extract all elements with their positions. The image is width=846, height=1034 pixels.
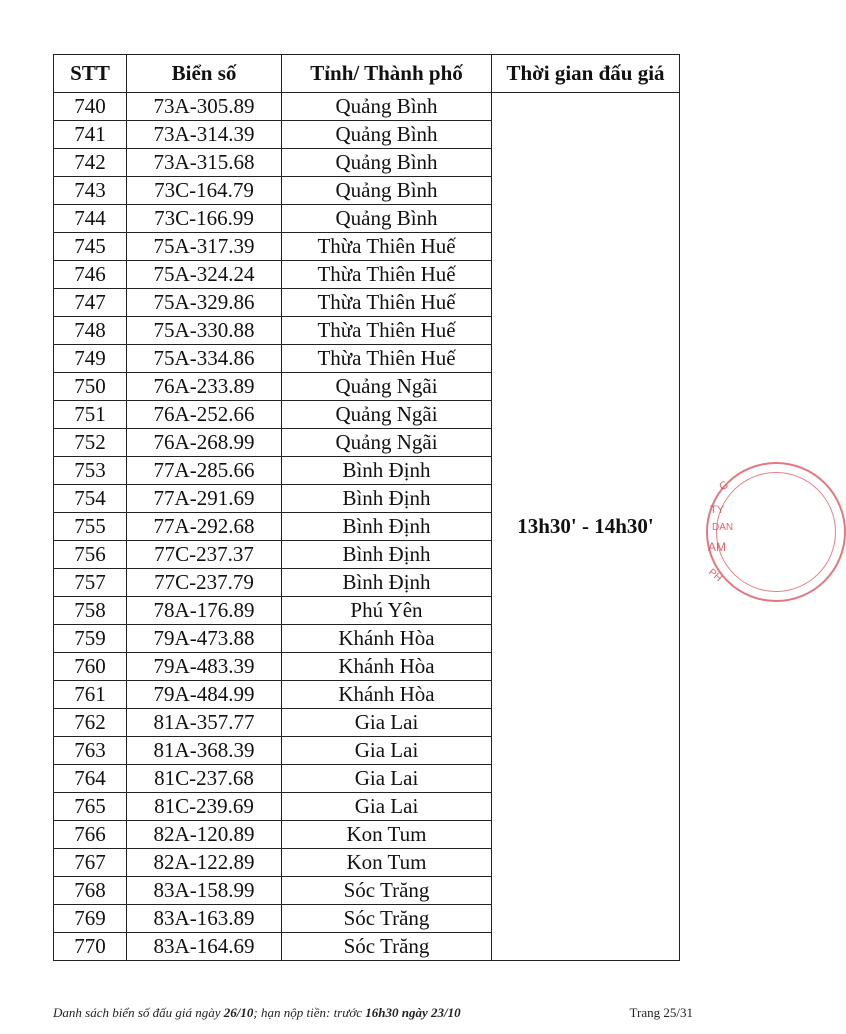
cell-stt: 759: [54, 625, 127, 653]
table-header-row: [54, 55, 680, 93]
cell-plate: 81A-368.39: [127, 737, 282, 765]
footer-note: Danh sách biển số đấu giá ngày 26/10; hạn nộp tiền: trước 16h30 ngày 23/10: [53, 1005, 461, 1020]
seal-fragment-5: PH: [706, 566, 724, 585]
cell-stt: 766: [54, 821, 127, 849]
seal-fragment-4: AM: [708, 540, 726, 554]
cell-province: Thừa Thiên Huế: [282, 345, 492, 373]
header-time: Thời gian đấu giá: [492, 55, 680, 93]
cell-plate: 73A-305.89: [127, 93, 282, 121]
cell-stt: 761: [54, 681, 127, 709]
cell-stt: 767: [54, 849, 127, 877]
cell-province: Gia Lai: [282, 737, 492, 765]
cell-stt: 762: [54, 709, 127, 737]
cell-plate: 81C-237.68: [127, 765, 282, 793]
cell-plate: 83A-163.89: [127, 905, 282, 933]
cell-province: Gia Lai: [282, 793, 492, 821]
cell-province: Bình Định: [282, 485, 492, 513]
cell-plate: 77C-237.37: [127, 541, 282, 569]
cell-province: Thừa Thiên Huế: [282, 233, 492, 261]
cell-plate: 73A-315.68: [127, 149, 282, 177]
table-row: [54, 93, 680, 121]
cell-province: Bình Định: [282, 541, 492, 569]
table-body: [54, 93, 680, 961]
cell-plate: 73A-314.39: [127, 121, 282, 149]
cell-stt: 755: [54, 513, 127, 541]
cell-province: Thừa Thiên Huế: [282, 317, 492, 345]
cell-plate: 73C-164.79: [127, 177, 282, 205]
cell-plate: 77A-292.68: [127, 513, 282, 541]
cell-province: Thừa Thiên Huế: [282, 261, 492, 289]
cell-province: Quảng Ngãi: [282, 373, 492, 401]
cell-plate: 81C-239.69: [127, 793, 282, 821]
header-stt: STT: [54, 55, 127, 93]
cell-plate: 78A-176.89: [127, 597, 282, 625]
cell-plate: 76A-233.89: [127, 373, 282, 401]
cell-plate: 83A-164.69: [127, 933, 282, 961]
header-province: Tỉnh/ Thành phố: [282, 55, 492, 93]
cell-province: Kon Tum: [282, 821, 492, 849]
cell-province: Khánh Hòa: [282, 681, 492, 709]
cell-stt: 765: [54, 793, 127, 821]
cell-plate: 75A-317.39: [127, 233, 282, 261]
cell-stt: 747: [54, 289, 127, 317]
cell-stt: 769: [54, 905, 127, 933]
cell-province: Thừa Thiên Huế: [282, 289, 492, 317]
cell-plate: 82A-122.89: [127, 849, 282, 877]
cell-plate: 76A-268.99: [127, 429, 282, 457]
cell-stt: 760: [54, 653, 127, 681]
cell-stt: 742: [54, 149, 127, 177]
cell-stt: 758: [54, 597, 127, 625]
cell-stt: 744: [54, 205, 127, 233]
cell-stt: 753: [54, 457, 127, 485]
cell-stt: 749: [54, 345, 127, 373]
cell-province: Quảng Ngãi: [282, 401, 492, 429]
cell-plate: 75A-324.24: [127, 261, 282, 289]
cell-stt: 741: [54, 121, 127, 149]
cell-stt: 751: [54, 401, 127, 429]
cell-auction-time: 13h30' - 14h30': [492, 93, 680, 961]
company-seal: [700, 462, 734, 602]
cell-province: Quảng Bình: [282, 93, 492, 121]
auction-day: 26/10: [223, 1005, 254, 1020]
cell-stt: 770: [54, 933, 127, 961]
cell-province: Sóc Trăng: [282, 877, 492, 905]
cell-plate: 75A-334.86: [127, 345, 282, 373]
cell-province: Sóc Trăng: [282, 933, 492, 961]
cell-province: Quảng Bình: [282, 149, 492, 177]
seal-fragment-2: TY: [710, 504, 725, 516]
cell-stt: 757: [54, 569, 127, 597]
seal-fragment-3: DAN: [712, 522, 734, 533]
cell-province: Bình Định: [282, 513, 492, 541]
cell-province: Bình Định: [282, 457, 492, 485]
cell-stt: 754: [54, 485, 127, 513]
cell-stt: 763: [54, 737, 127, 765]
cell-province: Quảng Bình: [282, 177, 492, 205]
cell-plate: 82A-120.89: [127, 821, 282, 849]
cell-plate: 73C-166.99: [127, 205, 282, 233]
cell-province: Kon Tum: [282, 849, 492, 877]
cell-province: Gia Lai: [282, 709, 492, 737]
cell-plate: 75A-330.88: [127, 317, 282, 345]
cell-stt: 740: [54, 93, 127, 121]
cell-province: Sóc Trăng: [282, 905, 492, 933]
cell-plate: 81A-357.77: [127, 709, 282, 737]
cell-province: Quảng Bình: [282, 121, 492, 149]
cell-stt: 743: [54, 177, 127, 205]
payment-deadline: 16h30 ngày 23/10: [365, 1005, 461, 1020]
seal-fragment-1: C: [717, 478, 731, 494]
cell-province: Phú Yên: [282, 597, 492, 625]
cell-plate: 79A-484.99: [127, 681, 282, 709]
cell-stt: 752: [54, 429, 127, 457]
cell-stt: 746: [54, 261, 127, 289]
cell-province: Quảng Bình: [282, 205, 492, 233]
cell-province: Khánh Hòa: [282, 625, 492, 653]
cell-stt: 745: [54, 233, 127, 261]
cell-province: Bình Định: [282, 569, 492, 597]
cell-stt: 750: [54, 373, 127, 401]
cell-stt: 768: [54, 877, 127, 905]
cell-province: Quảng Ngãi: [282, 429, 492, 457]
cell-stt: 764: [54, 765, 127, 793]
cell-plate: 77A-285.66: [127, 457, 282, 485]
cell-plate: 79A-473.88: [127, 625, 282, 653]
auction-list: [53, 54, 679, 961]
page-footer: [53, 1005, 693, 1021]
cell-province: Khánh Hòa: [282, 653, 492, 681]
cell-plate: 83A-158.99: [127, 877, 282, 905]
cell-plate: 77C-237.79: [127, 569, 282, 597]
cell-plate: 77A-291.69: [127, 485, 282, 513]
cell-province: Gia Lai: [282, 765, 492, 793]
plate-table: [53, 54, 680, 961]
page-number: Trang 25/31: [629, 1005, 693, 1020]
header-plate: Biển số: [127, 55, 282, 93]
cell-stt: 748: [54, 317, 127, 345]
cell-stt: 756: [54, 541, 127, 569]
cell-plate: 79A-483.39: [127, 653, 282, 681]
cell-plate: 76A-252.66: [127, 401, 282, 429]
cell-plate: 75A-329.86: [127, 289, 282, 317]
